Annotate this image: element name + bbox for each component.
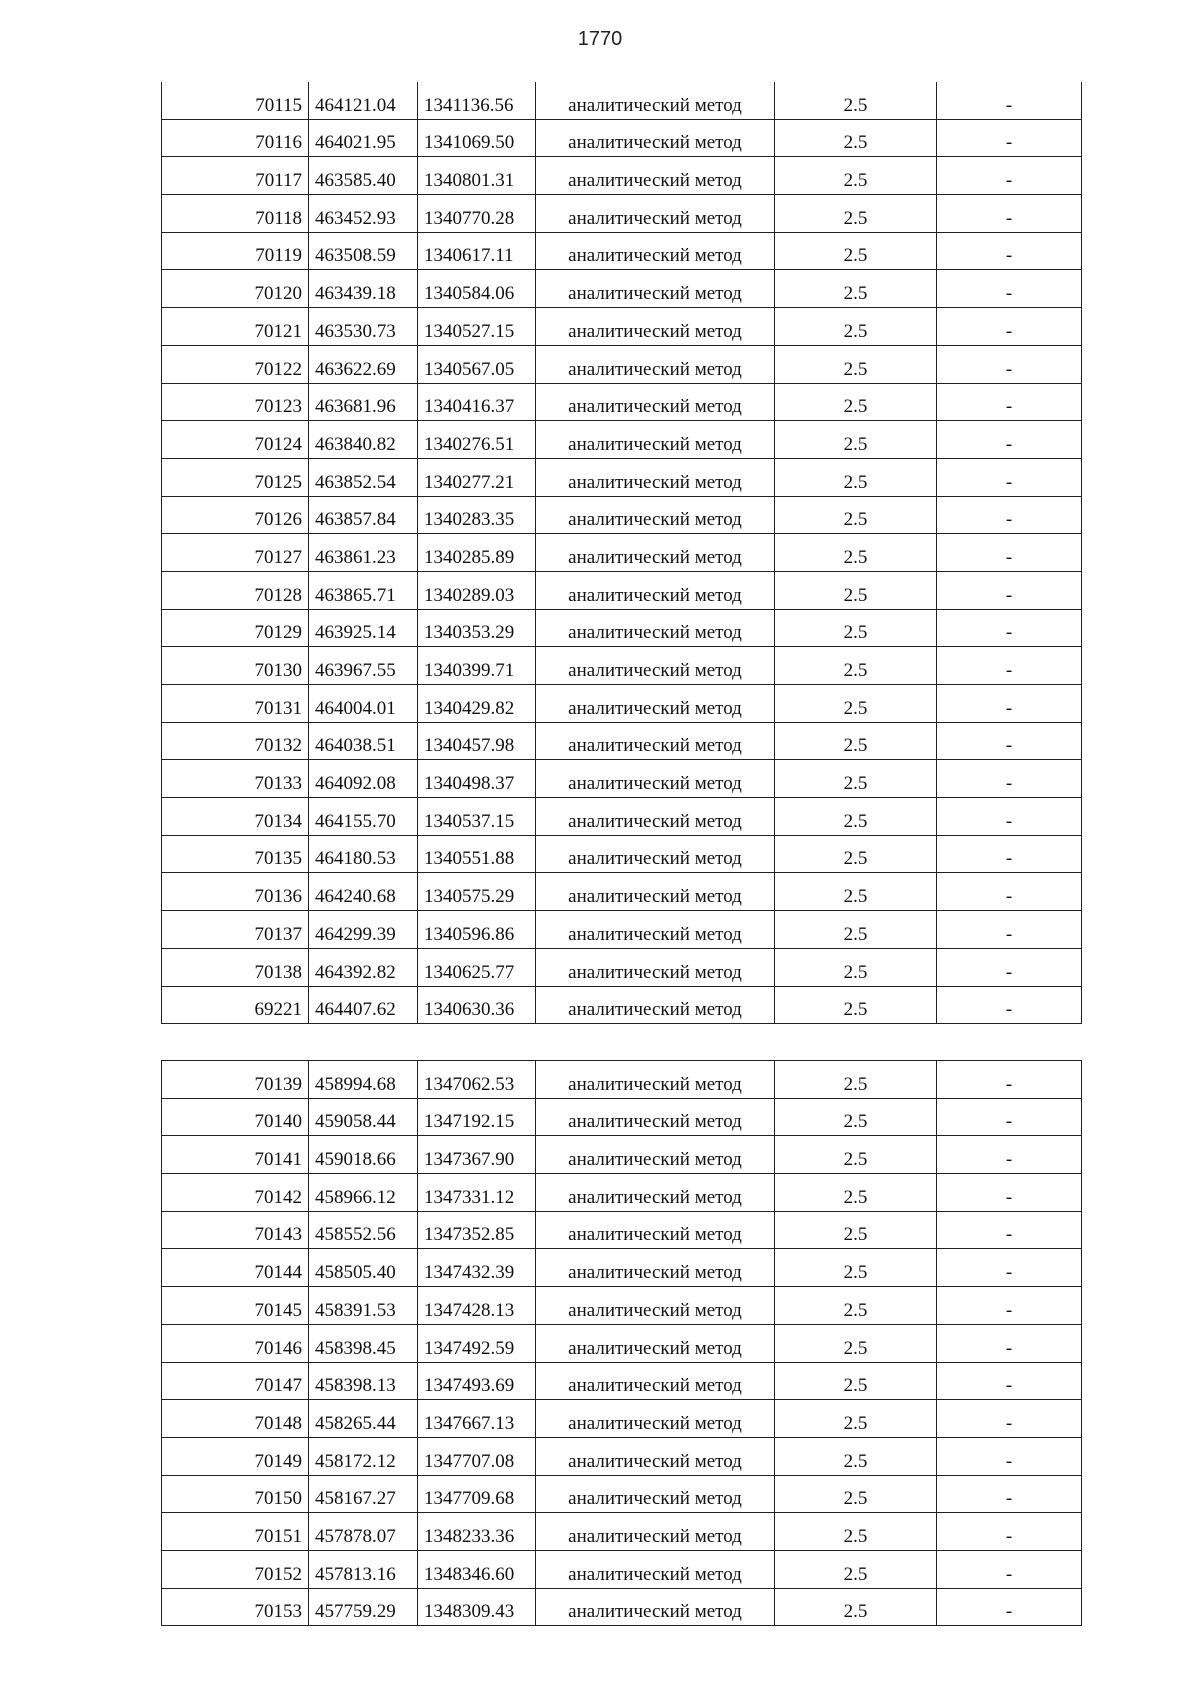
x-coordinate-cell: 464299.39 [309,911,418,949]
note-cell: - [937,345,1082,383]
method-cell: аналитический метод [536,760,775,798]
y-coordinate-cell: 1347432.39 [418,1249,536,1287]
note-cell: - [937,1211,1082,1249]
x-coordinate-cell: 457813.16 [309,1550,418,1588]
x-coordinate-cell: 458398.13 [309,1362,418,1400]
note-cell: - [937,647,1082,685]
table-row [162,458,1082,496]
table-row [162,345,1082,383]
accuracy-cell: 2.5 [775,835,937,873]
point-number-cell: 70148 [162,1400,309,1438]
y-coordinate-cell: 1348233.36 [418,1513,536,1551]
point-number-cell: 70126 [162,496,309,534]
accuracy-cell: 2.5 [775,496,937,534]
method-cell: аналитический метод [536,798,775,836]
accuracy-cell: 2.5 [775,270,937,308]
note-cell: - [937,82,1082,119]
point-number-cell: 70150 [162,1475,309,1513]
y-coordinate-cell: 1347428.13 [418,1287,536,1325]
note-cell: - [937,685,1082,723]
y-coordinate-cell: 1347352.85 [418,1211,536,1249]
coordinates-table-2 [161,1060,1082,1626]
point-number-cell: 70129 [162,609,309,647]
note-cell: - [937,1437,1082,1475]
accuracy-cell: 2.5 [775,1513,937,1551]
point-number-cell: 70133 [162,760,309,798]
x-coordinate-cell: 464021.95 [309,119,418,157]
x-coordinate-cell: 463452.93 [309,195,418,233]
y-coordinate-cell: 1340630.36 [418,986,536,1024]
table-row [162,647,1082,685]
accuracy-cell: 2.5 [775,609,937,647]
point-number-cell: 70125 [162,458,309,496]
accuracy-cell: 2.5 [775,722,937,760]
method-cell: аналитический метод [536,270,775,308]
y-coordinate-cell: 1340283.35 [418,496,536,534]
point-number-cell: 70136 [162,873,309,911]
table-row [162,1061,1082,1099]
table-row [162,986,1082,1024]
y-coordinate-cell: 1347367.90 [418,1136,536,1174]
method-cell: аналитический метод [536,647,775,685]
note-cell: - [937,722,1082,760]
table-row [162,1437,1082,1475]
x-coordinate-cell: 463967.55 [309,647,418,685]
x-coordinate-cell: 463861.23 [309,534,418,572]
table-row [162,1513,1082,1551]
point-number-cell: 70151 [162,1513,309,1551]
point-number-cell: 70135 [162,835,309,873]
table-row [162,1400,1082,1438]
accuracy-cell: 2.5 [775,798,937,836]
table-row [162,685,1082,723]
note-cell: - [937,458,1082,496]
y-coordinate-cell: 1340457.98 [418,722,536,760]
method-cell: аналитический метод [536,1400,775,1438]
note-cell: - [937,1475,1082,1513]
y-coordinate-cell: 1340596.86 [418,911,536,949]
y-coordinate-cell: 1347062.53 [418,1061,536,1099]
point-number-cell: 70118 [162,195,309,233]
table-row [162,1098,1082,1136]
y-coordinate-cell: 1348346.60 [418,1550,536,1588]
accuracy-cell: 2.5 [775,911,937,949]
point-number-cell: 70124 [162,421,309,459]
method-cell: аналитический метод [536,722,775,760]
table-row [162,1324,1082,1362]
accuracy-cell: 2.5 [775,1249,937,1287]
accuracy-cell: 2.5 [775,1550,937,1588]
point-number-cell: 70134 [162,798,309,836]
accuracy-cell: 2.5 [775,458,937,496]
point-number-cell: 70127 [162,534,309,572]
table-row [162,82,1082,119]
table-row [162,119,1082,157]
table-row [162,308,1082,346]
note-cell: - [937,1098,1082,1136]
x-coordinate-cell: 457878.07 [309,1513,418,1551]
y-coordinate-cell: 1340276.51 [418,421,536,459]
point-number-cell: 70128 [162,571,309,609]
accuracy-cell: 2.5 [775,1400,937,1438]
y-coordinate-cell: 1341136.56 [418,82,536,119]
method-cell: аналитический метод [536,609,775,647]
method-cell: аналитический метод [536,1174,775,1212]
table-row [162,873,1082,911]
method-cell: аналитический метод [536,1249,775,1287]
accuracy-cell: 2.5 [775,157,937,195]
note-cell: - [937,119,1082,157]
y-coordinate-cell: 1347667.13 [418,1400,536,1438]
accuracy-cell: 2.5 [775,1136,937,1174]
accuracy-cell: 2.5 [775,383,937,421]
x-coordinate-cell: 458172.12 [309,1437,418,1475]
x-coordinate-cell: 463508.59 [309,232,418,270]
y-coordinate-cell: 1347493.69 [418,1362,536,1400]
y-coordinate-cell: 1341069.50 [418,119,536,157]
accuracy-cell: 2.5 [775,760,937,798]
table-row [162,1249,1082,1287]
note-cell: - [937,270,1082,308]
method-cell: аналитический метод [536,1362,775,1400]
x-coordinate-cell: 463925.14 [309,609,418,647]
method-cell: аналитический метод [536,496,775,534]
note-cell: - [937,798,1082,836]
y-coordinate-cell: 1340527.15 [418,308,536,346]
method-cell: аналитический метод [536,685,775,723]
accuracy-cell: 2.5 [775,82,937,119]
table-row [162,195,1082,233]
point-number-cell: 70131 [162,685,309,723]
coordinates-table-body [162,1061,1082,1626]
method-cell: аналитический метод [536,195,775,233]
point-number-cell: 70116 [162,119,309,157]
x-coordinate-cell: 463585.40 [309,157,418,195]
coordinates-table-body [162,82,1082,1024]
method-cell: аналитический метод [536,948,775,986]
accuracy-cell: 2.5 [775,685,937,723]
y-coordinate-cell: 1348309.43 [418,1588,536,1626]
x-coordinate-cell: 458966.12 [309,1174,418,1212]
point-number-cell: 70121 [162,308,309,346]
y-coordinate-cell: 1340537.15 [418,798,536,836]
method-cell: аналитический метод [536,458,775,496]
table-row [162,1211,1082,1249]
x-coordinate-cell: 464092.08 [309,760,418,798]
y-coordinate-cell: 1347192.15 [418,1098,536,1136]
method-cell: аналитический метод [536,119,775,157]
point-number-cell: 70153 [162,1588,309,1626]
note-cell: - [937,1136,1082,1174]
table-row [162,1475,1082,1513]
method-cell: аналитический метод [536,1475,775,1513]
point-number-cell: 70115 [162,82,309,119]
y-coordinate-cell: 1340416.37 [418,383,536,421]
point-number-cell: 70119 [162,232,309,270]
table-row [162,421,1082,459]
x-coordinate-cell: 459018.66 [309,1136,418,1174]
table-row [162,157,1082,195]
method-cell: аналитический метод [536,873,775,911]
table-row [162,534,1082,572]
x-coordinate-cell: 463857.84 [309,496,418,534]
table-row [162,798,1082,836]
x-coordinate-cell: 463865.71 [309,571,418,609]
note-cell: - [937,195,1082,233]
point-number-cell: 70140 [162,1098,309,1136]
accuracy-cell: 2.5 [775,1588,937,1626]
accuracy-cell: 2.5 [775,119,937,157]
x-coordinate-cell: 463840.82 [309,421,418,459]
x-coordinate-cell: 458391.53 [309,1287,418,1325]
note-cell: - [937,1249,1082,1287]
note-cell: - [937,948,1082,986]
y-coordinate-cell: 1347492.59 [418,1324,536,1362]
table-row [162,1362,1082,1400]
point-number-cell: 70117 [162,157,309,195]
note-cell: - [937,1174,1082,1212]
table-row [162,911,1082,949]
x-coordinate-cell: 463622.69 [309,345,418,383]
x-coordinate-cell: 464004.01 [309,685,418,723]
accuracy-cell: 2.5 [775,1287,937,1325]
table-row [162,835,1082,873]
y-coordinate-cell: 1340567.05 [418,345,536,383]
x-coordinate-cell: 464407.62 [309,986,418,1024]
method-cell: аналитический метод [536,1437,775,1475]
table-row [162,1136,1082,1174]
accuracy-cell: 2.5 [775,534,937,572]
page-number: 1770 [577,28,623,50]
x-coordinate-cell: 464155.70 [309,798,418,836]
table-row [162,571,1082,609]
note-cell: - [937,609,1082,647]
note-cell: - [937,873,1082,911]
y-coordinate-cell: 1340277.21 [418,458,536,496]
method-cell: аналитический метод [536,986,775,1024]
table-row [162,1588,1082,1626]
method-cell: аналитический метод [536,232,775,270]
y-coordinate-cell: 1340289.03 [418,571,536,609]
y-coordinate-cell: 1340498.37 [418,760,536,798]
point-number-cell: 70122 [162,345,309,383]
x-coordinate-cell: 457759.29 [309,1588,418,1626]
point-number-cell: 69221 [162,986,309,1024]
method-cell: аналитический метод [536,345,775,383]
y-coordinate-cell: 1340617.11 [418,232,536,270]
y-coordinate-cell: 1340285.89 [418,534,536,572]
table-row [162,760,1082,798]
note-cell: - [937,760,1082,798]
point-number-cell: 70145 [162,1287,309,1325]
accuracy-cell: 2.5 [775,647,937,685]
x-coordinate-cell: 463852.54 [309,458,418,496]
accuracy-cell: 2.5 [775,1362,937,1400]
method-cell: аналитический метод [536,1324,775,1362]
table-row [162,1287,1082,1325]
y-coordinate-cell: 1347709.68 [418,1475,536,1513]
note-cell: - [937,534,1082,572]
y-coordinate-cell: 1340353.29 [418,609,536,647]
accuracy-cell: 2.5 [775,195,937,233]
x-coordinate-cell: 458167.27 [309,1475,418,1513]
point-number-cell: 70142 [162,1174,309,1212]
point-number-cell: 70137 [162,911,309,949]
table-row [162,232,1082,270]
y-coordinate-cell: 1340584.06 [418,270,536,308]
method-cell: аналитический метод [536,1211,775,1249]
method-cell: аналитический метод [536,157,775,195]
point-number-cell: 70138 [162,948,309,986]
point-number-cell: 70144 [162,1249,309,1287]
accuracy-cell: 2.5 [775,232,937,270]
note-cell: - [937,571,1082,609]
table-row [162,1550,1082,1588]
x-coordinate-cell: 463530.73 [309,308,418,346]
method-cell: аналитический метод [536,1098,775,1136]
x-coordinate-cell: 458265.44 [309,1400,418,1438]
note-cell: - [937,835,1082,873]
method-cell: аналитический метод [536,534,775,572]
accuracy-cell: 2.5 [775,1061,937,1099]
y-coordinate-cell: 1340801.31 [418,157,536,195]
method-cell: аналитический метод [536,1588,775,1626]
point-number-cell: 70130 [162,647,309,685]
x-coordinate-cell: 459058.44 [309,1098,418,1136]
y-coordinate-cell: 1340429.82 [418,685,536,723]
note-cell: - [937,496,1082,534]
accuracy-cell: 2.5 [775,1475,937,1513]
x-coordinate-cell: 463439.18 [309,270,418,308]
table-row [162,1174,1082,1212]
accuracy-cell: 2.5 [775,948,937,986]
table-row [162,270,1082,308]
note-cell: - [937,1061,1082,1099]
method-cell: аналитический метод [536,308,775,346]
method-cell: аналитический метод [536,82,775,119]
point-number-cell: 70143 [162,1211,309,1249]
note-cell: - [937,383,1082,421]
x-coordinate-cell: 458505.40 [309,1249,418,1287]
y-coordinate-cell: 1347331.12 [418,1174,536,1212]
x-coordinate-cell: 464121.04 [309,82,418,119]
point-number-cell: 70123 [162,383,309,421]
method-cell: аналитический метод [536,1061,775,1099]
note-cell: - [937,157,1082,195]
point-number-cell: 70120 [162,270,309,308]
method-cell: аналитический метод [536,1513,775,1551]
point-number-cell: 70152 [162,1550,309,1588]
y-coordinate-cell: 1340770.28 [418,195,536,233]
point-number-cell: 70146 [162,1324,309,1362]
note-cell: - [937,1362,1082,1400]
accuracy-cell: 2.5 [775,1211,937,1249]
note-cell: - [937,308,1082,346]
y-coordinate-cell: 1340551.88 [418,835,536,873]
method-cell: аналитический метод [536,1136,775,1174]
note-cell: - [937,911,1082,949]
method-cell: аналитический метод [536,1287,775,1325]
x-coordinate-cell: 458398.45 [309,1324,418,1362]
accuracy-cell: 2.5 [775,1437,937,1475]
y-coordinate-cell: 1347707.08 [418,1437,536,1475]
point-number-cell: 70139 [162,1061,309,1099]
accuracy-cell: 2.5 [775,873,937,911]
note-cell: - [937,1324,1082,1362]
table-row [162,496,1082,534]
table-row [162,722,1082,760]
point-number-cell: 70141 [162,1136,309,1174]
note-cell: - [937,986,1082,1024]
note-cell: - [937,1400,1082,1438]
point-number-cell: 70147 [162,1362,309,1400]
x-coordinate-cell: 458994.68 [309,1061,418,1099]
method-cell: аналитический метод [536,421,775,459]
accuracy-cell: 2.5 [775,571,937,609]
y-coordinate-cell: 1340399.71 [418,647,536,685]
note-cell: - [937,1287,1082,1325]
note-cell: - [937,232,1082,270]
coordinates-table-1 [161,82,1082,1024]
table-row [162,609,1082,647]
point-number-cell: 70149 [162,1437,309,1475]
accuracy-cell: 2.5 [775,345,937,383]
accuracy-cell: 2.5 [775,1098,937,1136]
note-cell: - [937,1513,1082,1551]
y-coordinate-cell: 1340575.29 [418,873,536,911]
x-coordinate-cell: 464180.53 [309,835,418,873]
accuracy-cell: 2.5 [775,308,937,346]
method-cell: аналитический метод [536,1550,775,1588]
method-cell: аналитический метод [536,835,775,873]
method-cell: аналитический метод [536,383,775,421]
point-number-cell: 70132 [162,722,309,760]
accuracy-cell: 2.5 [775,421,937,459]
x-coordinate-cell: 464038.51 [309,722,418,760]
x-coordinate-cell: 463681.96 [309,383,418,421]
note-cell: - [937,1550,1082,1588]
table-row [162,948,1082,986]
accuracy-cell: 2.5 [775,986,937,1024]
x-coordinate-cell: 458552.56 [309,1211,418,1249]
x-coordinate-cell: 464392.82 [309,948,418,986]
method-cell: аналитический метод [536,911,775,949]
note-cell: - [937,1588,1082,1626]
accuracy-cell: 2.5 [775,1324,937,1362]
accuracy-cell: 2.5 [775,1174,937,1212]
note-cell: - [937,421,1082,459]
method-cell: аналитический метод [536,571,775,609]
table-row [162,383,1082,421]
x-coordinate-cell: 464240.68 [309,873,418,911]
y-coordinate-cell: 1340625.77 [418,948,536,986]
